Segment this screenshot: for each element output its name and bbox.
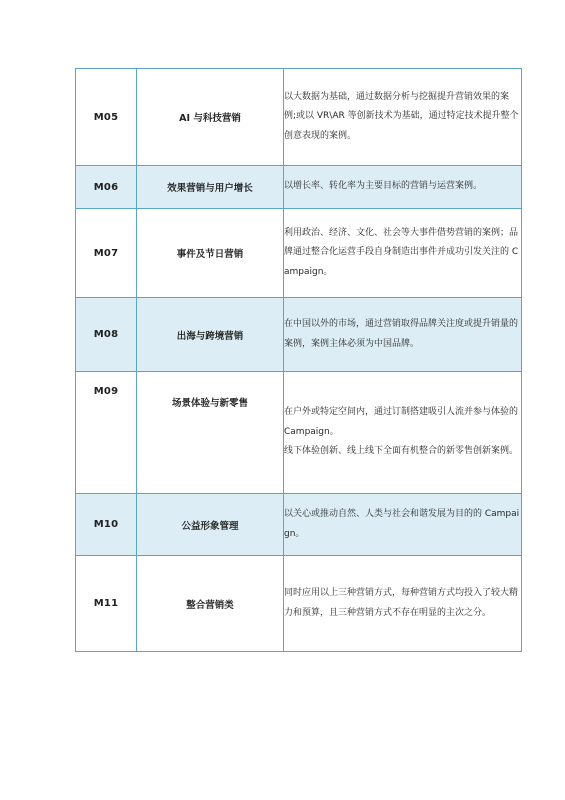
description-paragraph: 以关心或推动自然、人类与社会和谐发展为目的的 Campaign。 <box>284 509 520 539</box>
category-description <box>284 166 522 209</box>
description-paragraph: 同时应用以上三种营销方式，每种营销方式均投入了较大精力和预算，且三种营销方式不存在明显的主次之分。 <box>284 588 519 618</box>
category-code: M05 <box>76 69 137 166</box>
category-code: M10 <box>76 494 137 556</box>
category-description <box>284 494 522 556</box>
category-table-page <box>75 68 521 652</box>
category-description <box>284 209 522 298</box>
table-row <box>76 298 522 372</box>
description-paragraph: 利用政治、经济、文化、社会等大事件借势营销的案例；品牌通过整合化运营手段自身制造出事件并成功引发关注的 Campaign。 <box>284 227 519 277</box>
category-code: M11 <box>76 556 137 652</box>
category-description <box>284 556 522 652</box>
table-row <box>76 372 522 494</box>
table-row <box>76 494 522 556</box>
category-code: M06 <box>76 166 137 209</box>
category-name: 出海与跨境营销 <box>137 298 284 372</box>
description-paragraph: 在户外或特定空间内，通过订制搭建吸引人流并参与体验的 Campaign。 <box>284 407 519 437</box>
category-code: M09 <box>76 372 137 494</box>
category-name: AI 与科技营销 <box>137 69 284 166</box>
category-code: M08 <box>76 298 137 372</box>
description-paragraph: 以增长率、转化率为主要目标的营销与运营案例。 <box>284 181 483 192</box>
description-paragraph: 在中国以外的市场，通过营销取得品牌关注度或提升销量的案例，案例主体必须为中国品牌。 <box>284 319 519 349</box>
table-row <box>76 556 522 652</box>
category-name: 整合营销类 <box>137 556 284 652</box>
description-paragraph: 以大数据为基础，通过数据分析与挖掘提升营销效果的案例;或以 VR\AR 等创新技术为基础，通过特定技术提升整个创意表现的案例。 <box>284 91 519 141</box>
category-name: 场景体验与新零售 <box>137 372 284 494</box>
table-row <box>76 209 522 298</box>
category-description <box>284 298 522 372</box>
category-description <box>284 372 522 494</box>
category-name: 公益形象管理 <box>137 494 284 556</box>
table-row <box>76 166 522 209</box>
category-description <box>284 69 522 166</box>
category-code: M07 <box>76 209 137 298</box>
category-table <box>75 68 522 652</box>
category-name: 效果营销与用户增长 <box>137 166 284 209</box>
category-name: 事件及节日营销 <box>137 209 284 298</box>
table-row <box>76 69 522 166</box>
description-paragraph: 线下体验创新、线上线下全面有机整合的新零售创新案例。 <box>284 446 519 457</box>
